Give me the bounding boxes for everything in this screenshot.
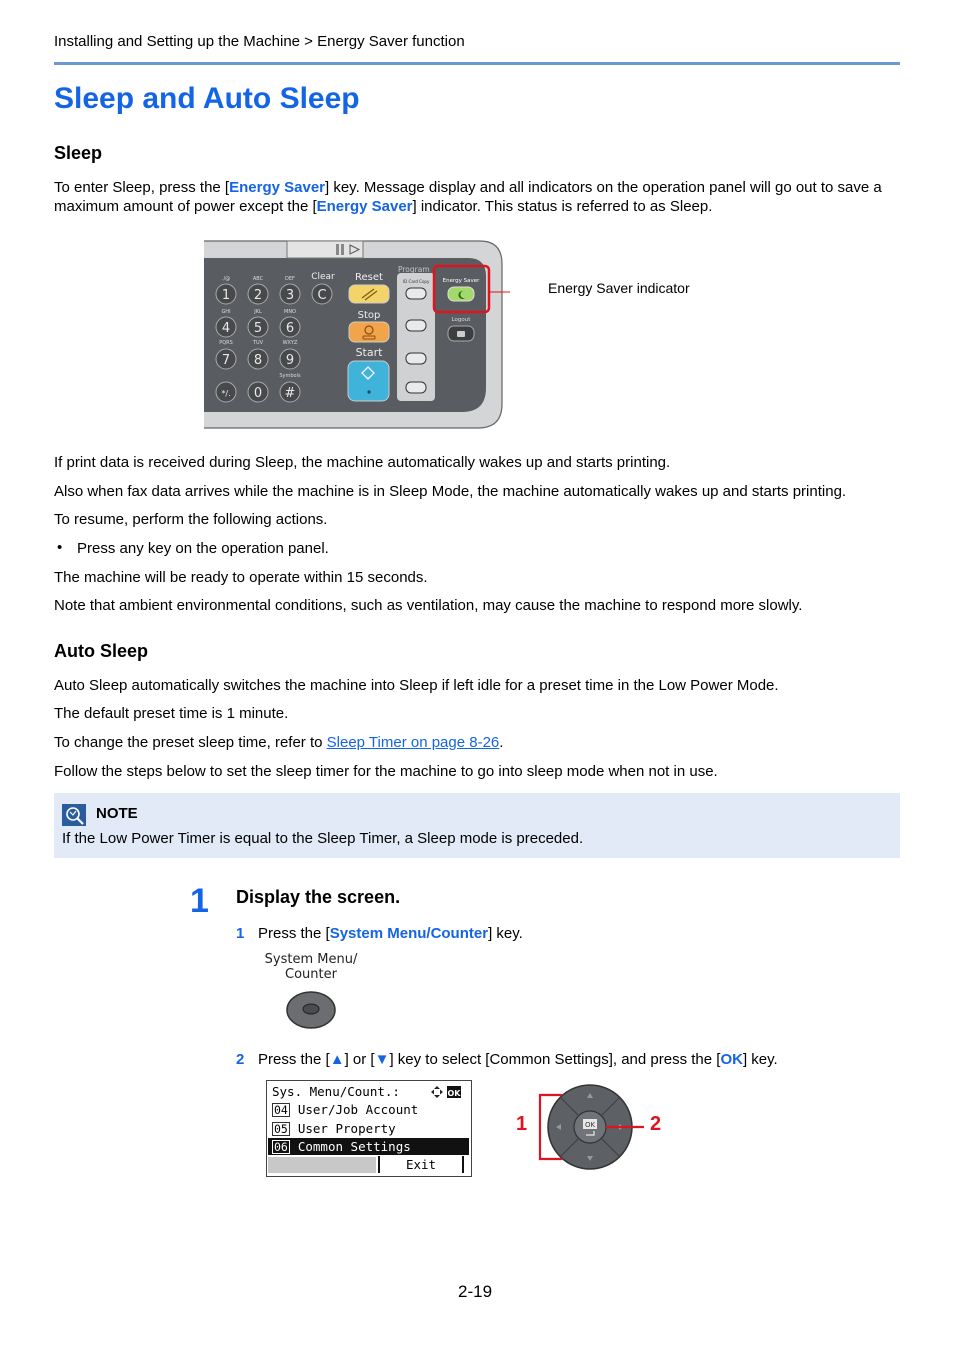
callout-number-2: 2 [650, 1113, 662, 1135]
lcd-item-label: User Property [297, 1121, 396, 1136]
keypad-digit: 7 [221, 353, 231, 368]
intro-text-3: ] indicator. This status is referred to as Sleep. [412, 198, 713, 215]
keypad-digit: 0 [253, 386, 263, 401]
keypad-letters: GHI [221, 309, 231, 315]
lcd-item-label: Common Settings [297, 1139, 411, 1154]
auto-sleep-paragraph: Follow the steps below to set the sleep timer for the machine to go into sleep mode when not in use. [54, 763, 718, 780]
system-menu-label [258, 952, 364, 982]
keypad-letters: MNO [284, 309, 296, 315]
reset-label: Reset [355, 272, 383, 283]
system-menu-label-line: Counter [285, 967, 337, 982]
lcd-item-number: 06 [274, 1140, 288, 1154]
keypad-digit: 6 [285, 321, 295, 336]
operation-panel-figure [200, 236, 510, 432]
keypad-digit: 2 [253, 288, 263, 303]
keypad-letters: PQRS [219, 340, 233, 346]
keypad-digit: 9 [285, 353, 295, 368]
system-menu-label-line: System Menu/ [264, 952, 358, 967]
sleep-intro [54, 178, 904, 216]
sleep-paragraph: The machine will be ready to operate within 15 seconds. [54, 569, 428, 586]
lcd-softkey-blank [268, 1157, 376, 1173]
energy-saver-key-ref: Energy Saver [316, 198, 413, 215]
keypad-digit: 8 [253, 353, 263, 368]
note-box [54, 793, 900, 858]
breadcrumb: Installing and Setting up the Machine > Energy Saver function [54, 33, 465, 50]
bullet-marker: • [57, 539, 63, 556]
lcd-menu-item[interactable] [272, 1120, 396, 1137]
keypad-letters: DEF [285, 276, 295, 282]
keypad-digit: */. [221, 389, 231, 398]
header-rule [54, 62, 900, 65]
system-menu-key[interactable] [284, 989, 338, 1031]
keypad-digit: 1 [221, 288, 231, 303]
lcd-item-label: User/Job Account [297, 1102, 419, 1117]
keypad-digit: 3 [285, 288, 295, 303]
keypad-digit: 4 [221, 321, 231, 336]
note-icon [62, 804, 86, 826]
intro-text-1: To enter Sleep, press the [ [54, 179, 230, 196]
substep-text: ] key to select [Common Settings], and press the [ [389, 1051, 721, 1068]
logout-label: Logout [451, 317, 471, 323]
lcd-title: Sys. Menu/Count.: [272, 1084, 400, 1099]
substep-1 [236, 925, 523, 942]
lcd-item-number: 04 [274, 1103, 288, 1117]
substep-number: 1 [236, 925, 245, 942]
bullet-item: Press any key on the operation panel. [77, 540, 329, 557]
substep-text: ] key. [488, 925, 523, 942]
keypad-letters: JKL [254, 309, 262, 315]
section-heading-auto-sleep: Auto Sleep [54, 641, 149, 661]
keypad-letters: Symbols [279, 373, 301, 379]
substep-text: Press the [ [258, 1051, 330, 1068]
lcd-menu-item-selected[interactable] [268, 1138, 469, 1155]
down-key-ref: ▼ [374, 1051, 390, 1068]
intro-text-2: ] key. Message display and all indicators on the operation panel will go out to save a maximum amount of power except the [ [54, 179, 882, 215]
lcd-item-number: 05 [274, 1122, 288, 1136]
note-text: If the Low Power Timer is equal to the Sleep Timer, a Sleep mode is preceded. [62, 830, 584, 847]
note-label: NOTE [96, 805, 138, 822]
keypad-letters: ./@ [221, 276, 231, 282]
system-menu-key-ref: System Menu/Counter [329, 925, 489, 942]
lcd-menu-item[interactable] [272, 1101, 418, 1118]
substep-text: ] key. [742, 1051, 778, 1068]
lcd-exit-softkey[interactable]: Exit [378, 1156, 464, 1173]
start-label: Start [355, 346, 383, 359]
lcd-nav-ok-icon [431, 1085, 463, 1099]
energy-saver-label: Energy Saver [442, 278, 480, 284]
substep-text: Press the [ [258, 925, 330, 942]
stop-label: Stop [357, 310, 381, 321]
step-number: 1 [190, 882, 209, 920]
up-key-ref: ▲ [329, 1051, 345, 1068]
keypad-letters: ABC [252, 276, 264, 282]
auto-sleep-text: . [499, 734, 504, 751]
ok-key-label: OK [584, 1121, 596, 1129]
sleep-paragraph: Also when fax data arrives while the machine is in Sleep Mode, the machine automatically wakes up and starts printing. [54, 483, 847, 500]
sleep-timer-link[interactable]: Sleep Timer on page 8-26 [326, 734, 500, 751]
ok-key-ref: OK [720, 1051, 743, 1068]
sleep-paragraph: If print data is received during Sleep, the machine automatically wakes up and starts printing. [54, 454, 671, 471]
step-title: Display the screen. [236, 887, 401, 907]
sleep-paragraph: Note that ambient environmental conditions, such as ventilation, may cause the machine to respond more slowly. [54, 597, 803, 614]
page-title: Sleep and Auto Sleep [54, 82, 360, 115]
auto-sleep-paragraph [54, 733, 904, 752]
keypad-digit: # [284, 386, 296, 401]
nav-key-figure [510, 1080, 670, 1178]
clear-key-glyph: C [317, 288, 327, 303]
substep-number: 2 [236, 1051, 245, 1068]
callout-number-1: 1 [516, 1113, 528, 1135]
svg-text:OK: OK [447, 1089, 461, 1098]
page-number: 2-19 [458, 1282, 493, 1301]
keypad-letters: TUV [252, 340, 264, 346]
keypad-letters: WXYZ [282, 340, 298, 346]
keypad-digit: 5 [253, 321, 263, 336]
lcd-screen [266, 1080, 472, 1177]
auto-sleep-text: To change the preset sleep time, refer to [54, 734, 327, 751]
auto-sleep-paragraph: The default preset time is 1 minute. [54, 705, 289, 722]
energy-saver-key-ref: Energy Saver [229, 179, 325, 196]
sleep-paragraph: To resume, perform the following actions. [54, 511, 328, 528]
id-card-copy-label: ID Card Copy [403, 279, 430, 284]
clear-label: Clear [311, 272, 335, 282]
substep-text: ] or [ [344, 1051, 375, 1068]
substep-2 [236, 1051, 778, 1068]
program-label: Program [398, 265, 430, 274]
energy-saver-callout: Energy Saver indicator [548, 280, 690, 296]
auto-sleep-paragraph: Auto Sleep automatically switches the machine into Sleep if left idle for a preset time in the Low Power Mode. [54, 677, 779, 694]
section-heading-sleep: Sleep [54, 143, 103, 163]
